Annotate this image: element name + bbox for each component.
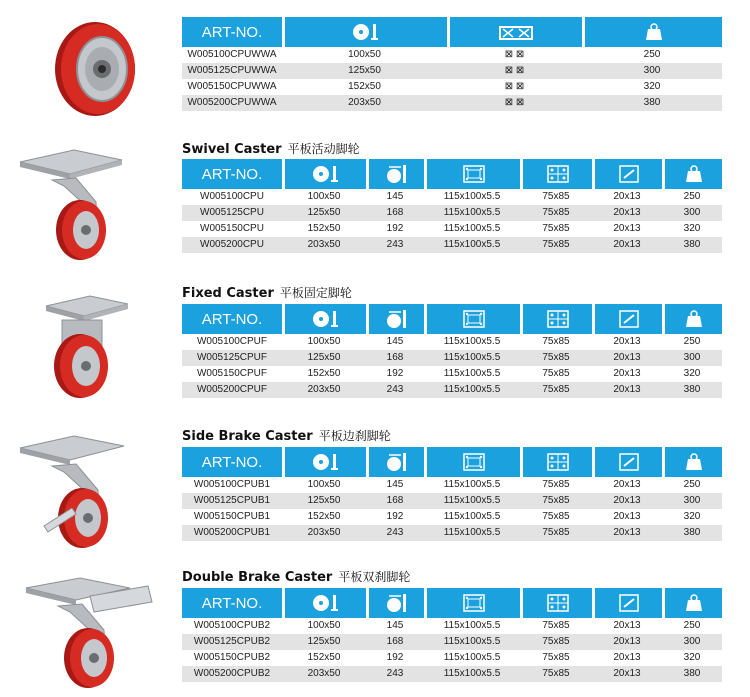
plate-mark-icon: ⊠ ⊠: [504, 97, 525, 108]
table-cell: 75x85: [542, 336, 570, 347]
table-cell: 75x85: [520, 382, 592, 398]
table-cell: 75x85: [542, 620, 570, 631]
table-cell: 20x13: [613, 511, 641, 522]
table-cell: 243: [366, 525, 424, 541]
plate-size-icon: [424, 304, 520, 334]
table-row: [182, 618, 722, 634]
table-cell: W005150CPU: [200, 223, 264, 234]
table-cell: 20x13: [592, 525, 662, 541]
table-row: [182, 525, 722, 541]
table-cell: 168: [366, 350, 424, 366]
plate-size-icon: [424, 159, 520, 189]
table-cell: 300: [662, 634, 722, 650]
table-cell: 380: [662, 666, 722, 682]
table-cell: 75x85: [520, 666, 592, 682]
table-row: [182, 382, 722, 398]
table-row: [182, 237, 722, 253]
table-cell: 320: [683, 652, 701, 663]
header-art-no: ART-NO.: [182, 588, 282, 618]
table-cell: W005125CPUB1: [182, 493, 282, 509]
table-cell: 100x50: [307, 191, 341, 202]
size-icon: [282, 159, 366, 189]
table-cell: 75x85: [520, 350, 592, 366]
table-cell: 152x50: [307, 652, 341, 663]
table-cell: W005200CPUB1: [182, 525, 282, 541]
table-cell: W005100CPUB2: [193, 620, 271, 631]
spec-table: [182, 447, 722, 541]
bolt-hole-icon: [520, 588, 592, 618]
height-icon: [366, 447, 424, 477]
table-cell: 380: [662, 382, 722, 398]
table-cell: W005150CPUB2: [193, 652, 271, 663]
fixed-caster-photo: [40, 288, 130, 403]
table-cell: W005100CPU: [200, 191, 264, 202]
table-cell: W005150CPUB1: [193, 511, 271, 522]
table-cell: 115x100x5.5: [424, 237, 520, 253]
wheel-photo: [40, 14, 150, 124]
table-cell: 192: [386, 223, 404, 234]
weight-icon: [662, 159, 722, 189]
table-cell: 115x100x5.5: [424, 493, 520, 509]
table-cell: W005125CPUB2: [182, 634, 282, 650]
bolt-icon: [592, 304, 662, 334]
table-cell: W005150CPUF: [196, 368, 268, 379]
table-cell: 75x85: [520, 493, 592, 509]
section-title-side-brake: Side Brake Caster 平板边刹脚轮: [182, 429, 391, 444]
table-cell: 250: [683, 336, 701, 347]
weight-icon: [662, 447, 722, 477]
table-row: [182, 477, 722, 493]
table-cell: 20x13: [592, 350, 662, 366]
table-cell: 115x100x5.5: [443, 336, 501, 347]
swivel-caster-photo: [14, 142, 124, 262]
table-cell: 20x13: [592, 493, 662, 509]
table-cell: 20x13: [592, 382, 662, 398]
table-cell: 145: [386, 191, 404, 202]
table-cell: 203x50: [282, 666, 366, 682]
table-cell: 115x100x5.5: [424, 666, 520, 682]
table-cell: 115x100x5.5: [443, 652, 501, 663]
table-cell: W005125CPU: [182, 205, 282, 221]
size-icon: [282, 17, 447, 47]
table-cell: 75x85: [542, 191, 570, 202]
table-cell: W005100CPUB1: [193, 479, 271, 490]
section-title-double-brake: Double Brake Caster 平板双刹脚轮: [182, 570, 411, 585]
table-cell: 192: [386, 652, 404, 663]
size-icon: [282, 304, 366, 334]
size-icon: [282, 588, 366, 618]
table-cell: 125x50: [282, 350, 366, 366]
table-cell: 320: [683, 511, 701, 522]
table-cell: 20x13: [592, 205, 662, 221]
table-cell: 75x85: [542, 479, 570, 490]
table-cell: W005200CPUB2: [182, 666, 282, 682]
table-row: W005100CPUWWA 100x50 ⊠ ⊠ 250: [187, 49, 661, 60]
table-cell: 20x13: [613, 620, 641, 631]
header-art-no: ART-NO.: [182, 304, 282, 334]
table-cell: 100x50: [307, 336, 341, 347]
table-cell: W005100CPUF: [196, 336, 268, 347]
table-cell: 115x100x5.5: [443, 479, 501, 490]
table-cell: 380: [662, 525, 722, 541]
table-cell: 115x100x5.5: [443, 511, 501, 522]
table-row: [182, 350, 722, 366]
table-cell: 75x85: [542, 223, 570, 234]
table-row: [182, 205, 722, 221]
height-icon: [366, 304, 424, 334]
plate-mark-icon: ⊠ ⊠: [504, 65, 525, 76]
table-row: [182, 334, 722, 350]
plate-icon: [447, 17, 582, 47]
header-art-no: ART-NO.: [182, 159, 282, 189]
table-cell: 152x50: [307, 223, 341, 234]
table-cell: 203x50: [282, 382, 366, 398]
table-cell: 380: [662, 237, 722, 253]
table-cell: W005125CPUF: [182, 350, 282, 366]
table-row: [182, 650, 722, 666]
weight-icon: [662, 304, 722, 334]
spec-table: [182, 159, 722, 253]
table-cell: 125x50: [282, 205, 366, 221]
bolt-hole-icon: [520, 304, 592, 334]
table-row: [182, 366, 722, 382]
table-cell: 243: [366, 382, 424, 398]
table-cell: 75x85: [520, 237, 592, 253]
table-cell: 115x100x5.5: [443, 368, 501, 379]
plate-mark-icon: ⊠ ⊠: [504, 81, 525, 92]
size-icon: [282, 447, 366, 477]
height-icon: [366, 588, 424, 618]
table-cell: 243: [366, 237, 424, 253]
table-cell: 243: [366, 666, 424, 682]
table-cell: 20x13: [613, 479, 641, 490]
weight-icon: [662, 588, 722, 618]
table-cell: 20x13: [613, 336, 641, 347]
table-cell: 20x13: [613, 652, 641, 663]
side-brake-caster-photo: [14, 428, 129, 553]
header-art-no: ART-NO.: [182, 447, 282, 477]
section-title-swivel: Swivel Caster 平板活动脚轮: [182, 142, 360, 157]
table-row: W005150CPUWWA 152x50 ⊠ ⊠ 320: [187, 81, 661, 92]
table-cell: 192: [386, 511, 404, 522]
table-cell: 75x85: [520, 525, 592, 541]
table-cell: 125x50: [282, 634, 366, 650]
table-cell: 115x100x5.5: [443, 223, 501, 234]
table-row: [182, 666, 722, 682]
table-cell: 203x50: [282, 237, 366, 253]
table-cell: 75x85: [520, 634, 592, 650]
table-cell: 250: [683, 191, 701, 202]
table-cell: 20x13: [613, 368, 641, 379]
table-cell: 250: [683, 479, 701, 490]
table-cell: 20x13: [592, 634, 662, 650]
bolt-icon: [592, 159, 662, 189]
table-cell: 168: [366, 634, 424, 650]
table-cell: 100x50: [307, 479, 341, 490]
table-cell: 75x85: [542, 368, 570, 379]
table-cell: 300: [662, 205, 722, 221]
double-brake-caster-photo: [20, 572, 155, 692]
spec-table: [182, 588, 722, 682]
table-row: [182, 221, 722, 237]
table-cell: 320: [683, 223, 701, 234]
table-cell: 168: [366, 205, 424, 221]
table-cell: 203x50: [282, 525, 366, 541]
table-row: [182, 634, 722, 650]
table-cell: 115x100x5.5: [443, 191, 501, 202]
height-icon: [366, 159, 424, 189]
table-cell: 115x100x5.5: [443, 620, 501, 631]
table-cell: 250: [683, 620, 701, 631]
table-row: [182, 509, 722, 525]
table-cell: 192: [386, 368, 404, 379]
table-cell: 115x100x5.5: [424, 382, 520, 398]
table-cell: 145: [386, 620, 404, 631]
table-cell: 75x85: [542, 511, 570, 522]
table-cell: 115x100x5.5: [424, 634, 520, 650]
table-cell: 100x50: [307, 620, 341, 631]
table-row: [182, 493, 722, 509]
table-cell: 300: [662, 493, 722, 509]
table-row: [182, 189, 722, 205]
spec-table-wheel: [182, 17, 722, 111]
bolt-hole-icon: [520, 159, 592, 189]
bolt-hole-icon: [520, 447, 592, 477]
bolt-icon: [592, 447, 662, 477]
table-cell: 152x50: [307, 511, 341, 522]
table-cell: 145: [386, 479, 404, 490]
table-cell: 145: [386, 336, 404, 347]
table-cell: W005200CPUF: [182, 382, 282, 398]
section-title-fixed: Fixed Caster 平板固定脚轮: [182, 286, 352, 301]
bolt-icon: [592, 588, 662, 618]
plate-size-icon: [424, 588, 520, 618]
table-cell: 75x85: [542, 652, 570, 663]
table-cell: 300: [662, 350, 722, 366]
table-cell: 20x13: [592, 666, 662, 682]
table-row: W005125CPUWWA 125x50 ⊠ ⊠ 300: [182, 63, 722, 79]
table-cell: W005200CPU: [182, 237, 282, 253]
table-cell: 115x100x5.5: [424, 525, 520, 541]
table-cell: 152x50: [307, 368, 341, 379]
header-art-no: ART-NO.: [182, 17, 282, 47]
table-cell: 20x13: [613, 191, 641, 202]
table-cell: 125x50: [282, 493, 366, 509]
plate-mark-icon: ⊠ ⊠: [504, 49, 525, 60]
plate-size-icon: [424, 447, 520, 477]
table-cell: 20x13: [592, 237, 662, 253]
table-cell: 75x85: [520, 205, 592, 221]
spec-table: [182, 304, 722, 398]
table-cell: 168: [366, 493, 424, 509]
table-cell: 320: [683, 368, 701, 379]
table-cell: 115x100x5.5: [424, 350, 520, 366]
table-row: W005200CPUWWA 203x50 ⊠ ⊠ 380: [182, 95, 722, 111]
table-cell: 115x100x5.5: [424, 205, 520, 221]
weight-icon: [582, 17, 722, 47]
table-cell: 20x13: [613, 223, 641, 234]
